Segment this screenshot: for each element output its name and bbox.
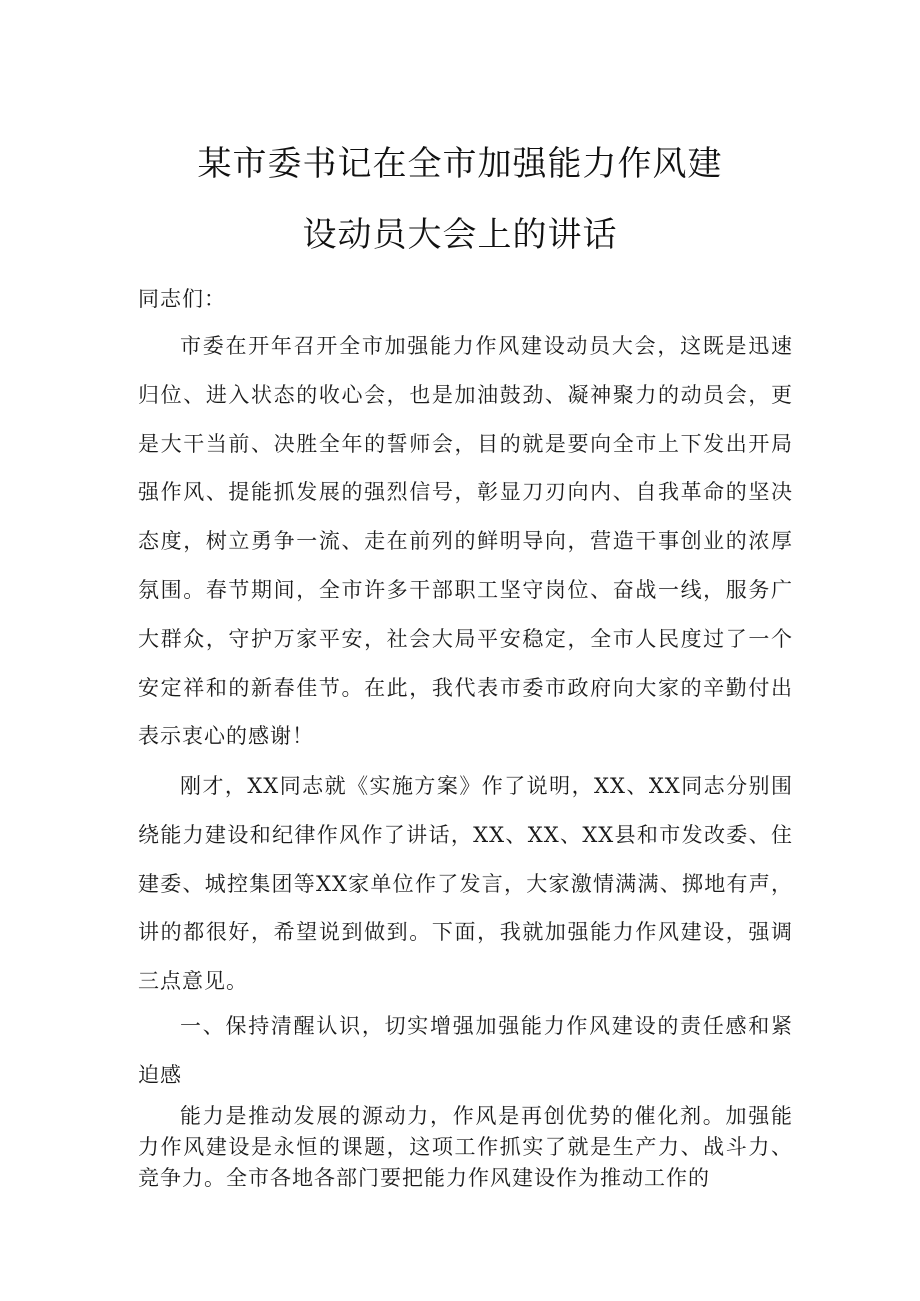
paragraph-capability: 能力是推动发展的源动力，作风是再创优势的催化剂。加强能力作风建设是永恒的课题，这项工作抓实了就是生产力、战斗力、竞争力。全市各地各部门要把能力作风建设作为推动工作的 bbox=[138, 1104, 793, 1190]
salutation: 同志们： bbox=[138, 287, 226, 311]
document-title-line-2: 设动员大会上的讲话 bbox=[302, 215, 618, 255]
paragraph-opening: 市委在开年召开全市加强能力作风建设动员大会，这既是迅速归位、进入状态的收心会，也是加油鼓劲、凝神聚力的动员会，更是大干当前、决胜全年的誓师会，目的就是要向全市上下发出开局强作风、提能抓发展的强烈信号，彰显刀刃向内、自我革命的坚决态度，树立勇争一流、走在前列的鲜明导向，营造干事创业的浓厚氛围。春节期间，全市许多干部职工坚守岗位、奋战一线，服务广大群众，守护万家平安，社会大局平安稳定，全市人民度过了一个安定祥和的新春佳节。在此，我代表市委市政府向大家的辛勤付出表示衷心的感谢！ bbox=[138, 334, 793, 749]
paragraph-meeting-summary: 刚才，XX同志就《实施方案》作了说明，XX、XX同志分别围绕能力建设和纪律作风作了讲话，XX、XX、XX县和市发改委、住建委、城控集团等XX家单位作了发言，大家激情满满、掷地有声，讲的都很好，希望说到做到。下面，我就加强能力作风建设，强调三点意见。 bbox=[138, 774, 793, 994]
section-heading-one: 一、保持清醒认识，切实增强加强能力作风建设的责任感和紧迫感 bbox=[138, 1014, 793, 1087]
document-title-line-1: 某市委书记在全市加强能力作风建 bbox=[197, 144, 723, 184]
